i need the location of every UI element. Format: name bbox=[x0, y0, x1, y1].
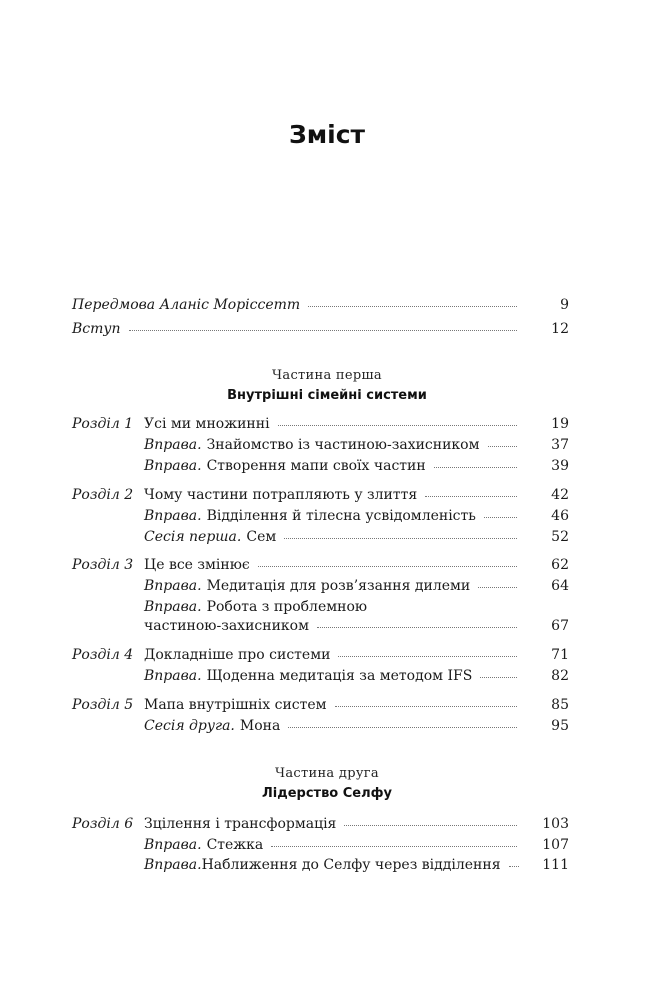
subentry-title-cont: частиною-захисником bbox=[144, 618, 309, 634]
dot-leader bbox=[308, 295, 517, 307]
chapter-label: Розділ 5 bbox=[72, 697, 134, 713]
chapter-label: Розділ 1 bbox=[72, 416, 134, 432]
subentry-title: Щоденна медитація за методом IFS bbox=[206, 668, 473, 684]
subentry-title: Сем bbox=[246, 529, 277, 545]
dot-leader bbox=[478, 576, 517, 588]
page-number: 107 bbox=[542, 837, 569, 853]
chapter-label: Розділ 3 bbox=[72, 557, 134, 573]
dot-leader bbox=[484, 506, 517, 518]
subentry-prefix: Сесія друга. bbox=[144, 718, 235, 734]
chapter-title: Чому частини потрапляють у злиття bbox=[144, 487, 418, 503]
toc-subentry-line2 bbox=[72, 618, 569, 638]
chapter-label: Розділ 4 bbox=[72, 647, 134, 663]
page-number: 62 bbox=[551, 557, 569, 573]
part-title: Внутрішні сімейні системи bbox=[227, 388, 427, 403]
chapter-title: Усі ми множинні bbox=[144, 416, 270, 432]
toc-chapter-5 bbox=[72, 697, 569, 717]
subentry-title: Робота з проблемною bbox=[206, 599, 368, 615]
dot-leader bbox=[317, 616, 517, 628]
subentry-title: Відділення й тілесна усвідомленість bbox=[206, 508, 476, 524]
page-number: 64 bbox=[551, 578, 569, 594]
dot-leader bbox=[344, 814, 517, 826]
subentry-title: Стежка bbox=[206, 837, 264, 853]
toc-subentry bbox=[72, 458, 569, 478]
toc-chapter-4 bbox=[72, 647, 569, 667]
subentry-prefix: Вправа. bbox=[144, 857, 202, 873]
subentry-prefix: Вправа. bbox=[144, 458, 202, 474]
part-label: Частина друга bbox=[275, 766, 379, 781]
dot-leader bbox=[271, 835, 517, 847]
chapter-label: Розділ 6 bbox=[72, 816, 134, 832]
subentry-title: Мона bbox=[239, 718, 281, 734]
chapter-title: Це все змінює bbox=[144, 557, 250, 573]
toc-chapter-6 bbox=[72, 816, 569, 836]
page-number: 39 bbox=[551, 458, 569, 474]
chapter-title: Зцілення і трансформація bbox=[144, 816, 337, 832]
page-number: 82 bbox=[551, 668, 569, 684]
toc-subentry bbox=[72, 837, 569, 857]
page-number: 12 bbox=[551, 321, 569, 337]
subentry-title: Створення мапи своїх частин bbox=[206, 458, 426, 474]
subentry-title: Наближення до Селфу через відділення bbox=[201, 857, 501, 873]
subentry-prefix: Вправа. bbox=[144, 837, 202, 853]
entry-title: Передмова Аланіс Моріссетт bbox=[72, 297, 301, 313]
toc-chapter-1 bbox=[72, 416, 569, 436]
part-title: Лідерство Селфу bbox=[261, 786, 393, 801]
dot-leader bbox=[278, 414, 517, 426]
page-number: 37 bbox=[551, 437, 569, 453]
chapter-title: Докладніше про системи bbox=[144, 647, 331, 663]
subentry-title: Знайомство із частиною-захисником bbox=[206, 437, 480, 453]
dot-leader bbox=[488, 435, 517, 447]
page-number: 46 bbox=[551, 508, 569, 524]
subentry-prefix: Вправа. bbox=[144, 668, 202, 684]
dot-leader bbox=[338, 645, 517, 657]
dot-leader bbox=[434, 456, 517, 468]
toc-subentry bbox=[72, 437, 569, 457]
dot-leader bbox=[509, 855, 519, 867]
page-number: 52 bbox=[551, 529, 569, 545]
page-number: 103 bbox=[542, 816, 569, 832]
dot-leader bbox=[258, 555, 517, 567]
toc-subentry bbox=[72, 857, 569, 877]
dot-leader bbox=[425, 485, 517, 497]
dot-leader bbox=[335, 695, 517, 707]
toc-subentry bbox=[72, 668, 569, 688]
entry-title: Вступ bbox=[72, 321, 121, 337]
toc-subentry bbox=[72, 508, 569, 528]
chapter-title: Мапа внутрішніх систем bbox=[144, 697, 327, 713]
page-number: 85 bbox=[551, 697, 569, 713]
page-number: 71 bbox=[551, 647, 569, 663]
subentry-prefix: Вправа. bbox=[144, 578, 202, 594]
part-label: Частина перша bbox=[272, 368, 382, 383]
toc-chapter-3 bbox=[72, 557, 569, 577]
subentry-title: Медитація для розв’язання дилеми bbox=[206, 578, 471, 594]
page-number: 19 bbox=[551, 416, 569, 432]
page-number: 95 bbox=[551, 718, 569, 734]
toc-subentry bbox=[72, 529, 569, 549]
dot-leader bbox=[129, 319, 517, 331]
chapter-label: Розділ 2 bbox=[72, 487, 134, 503]
page-title: Зміст bbox=[288, 120, 366, 149]
page-number: 111 bbox=[542, 857, 569, 873]
page-number: 9 bbox=[560, 297, 569, 313]
page-number: 42 bbox=[551, 487, 569, 503]
subentry-prefix: Вправа. bbox=[144, 508, 202, 524]
toc-entry-foreword bbox=[72, 297, 569, 317]
subentry-prefix: Сесія перша. bbox=[144, 529, 242, 545]
toc-subentry-line1 bbox=[144, 599, 367, 615]
subentry-prefix: Вправа. bbox=[144, 599, 202, 615]
toc-subentry bbox=[72, 578, 569, 598]
dot-leader bbox=[480, 666, 517, 678]
page-number: 67 bbox=[551, 618, 569, 634]
subentry-prefix: Вправа. bbox=[144, 437, 202, 453]
dot-leader bbox=[288, 716, 517, 728]
toc-entry-intro bbox=[72, 321, 569, 341]
dot-leader bbox=[284, 527, 517, 539]
toc-subentry bbox=[72, 718, 569, 738]
toc-chapter-2 bbox=[72, 487, 569, 507]
